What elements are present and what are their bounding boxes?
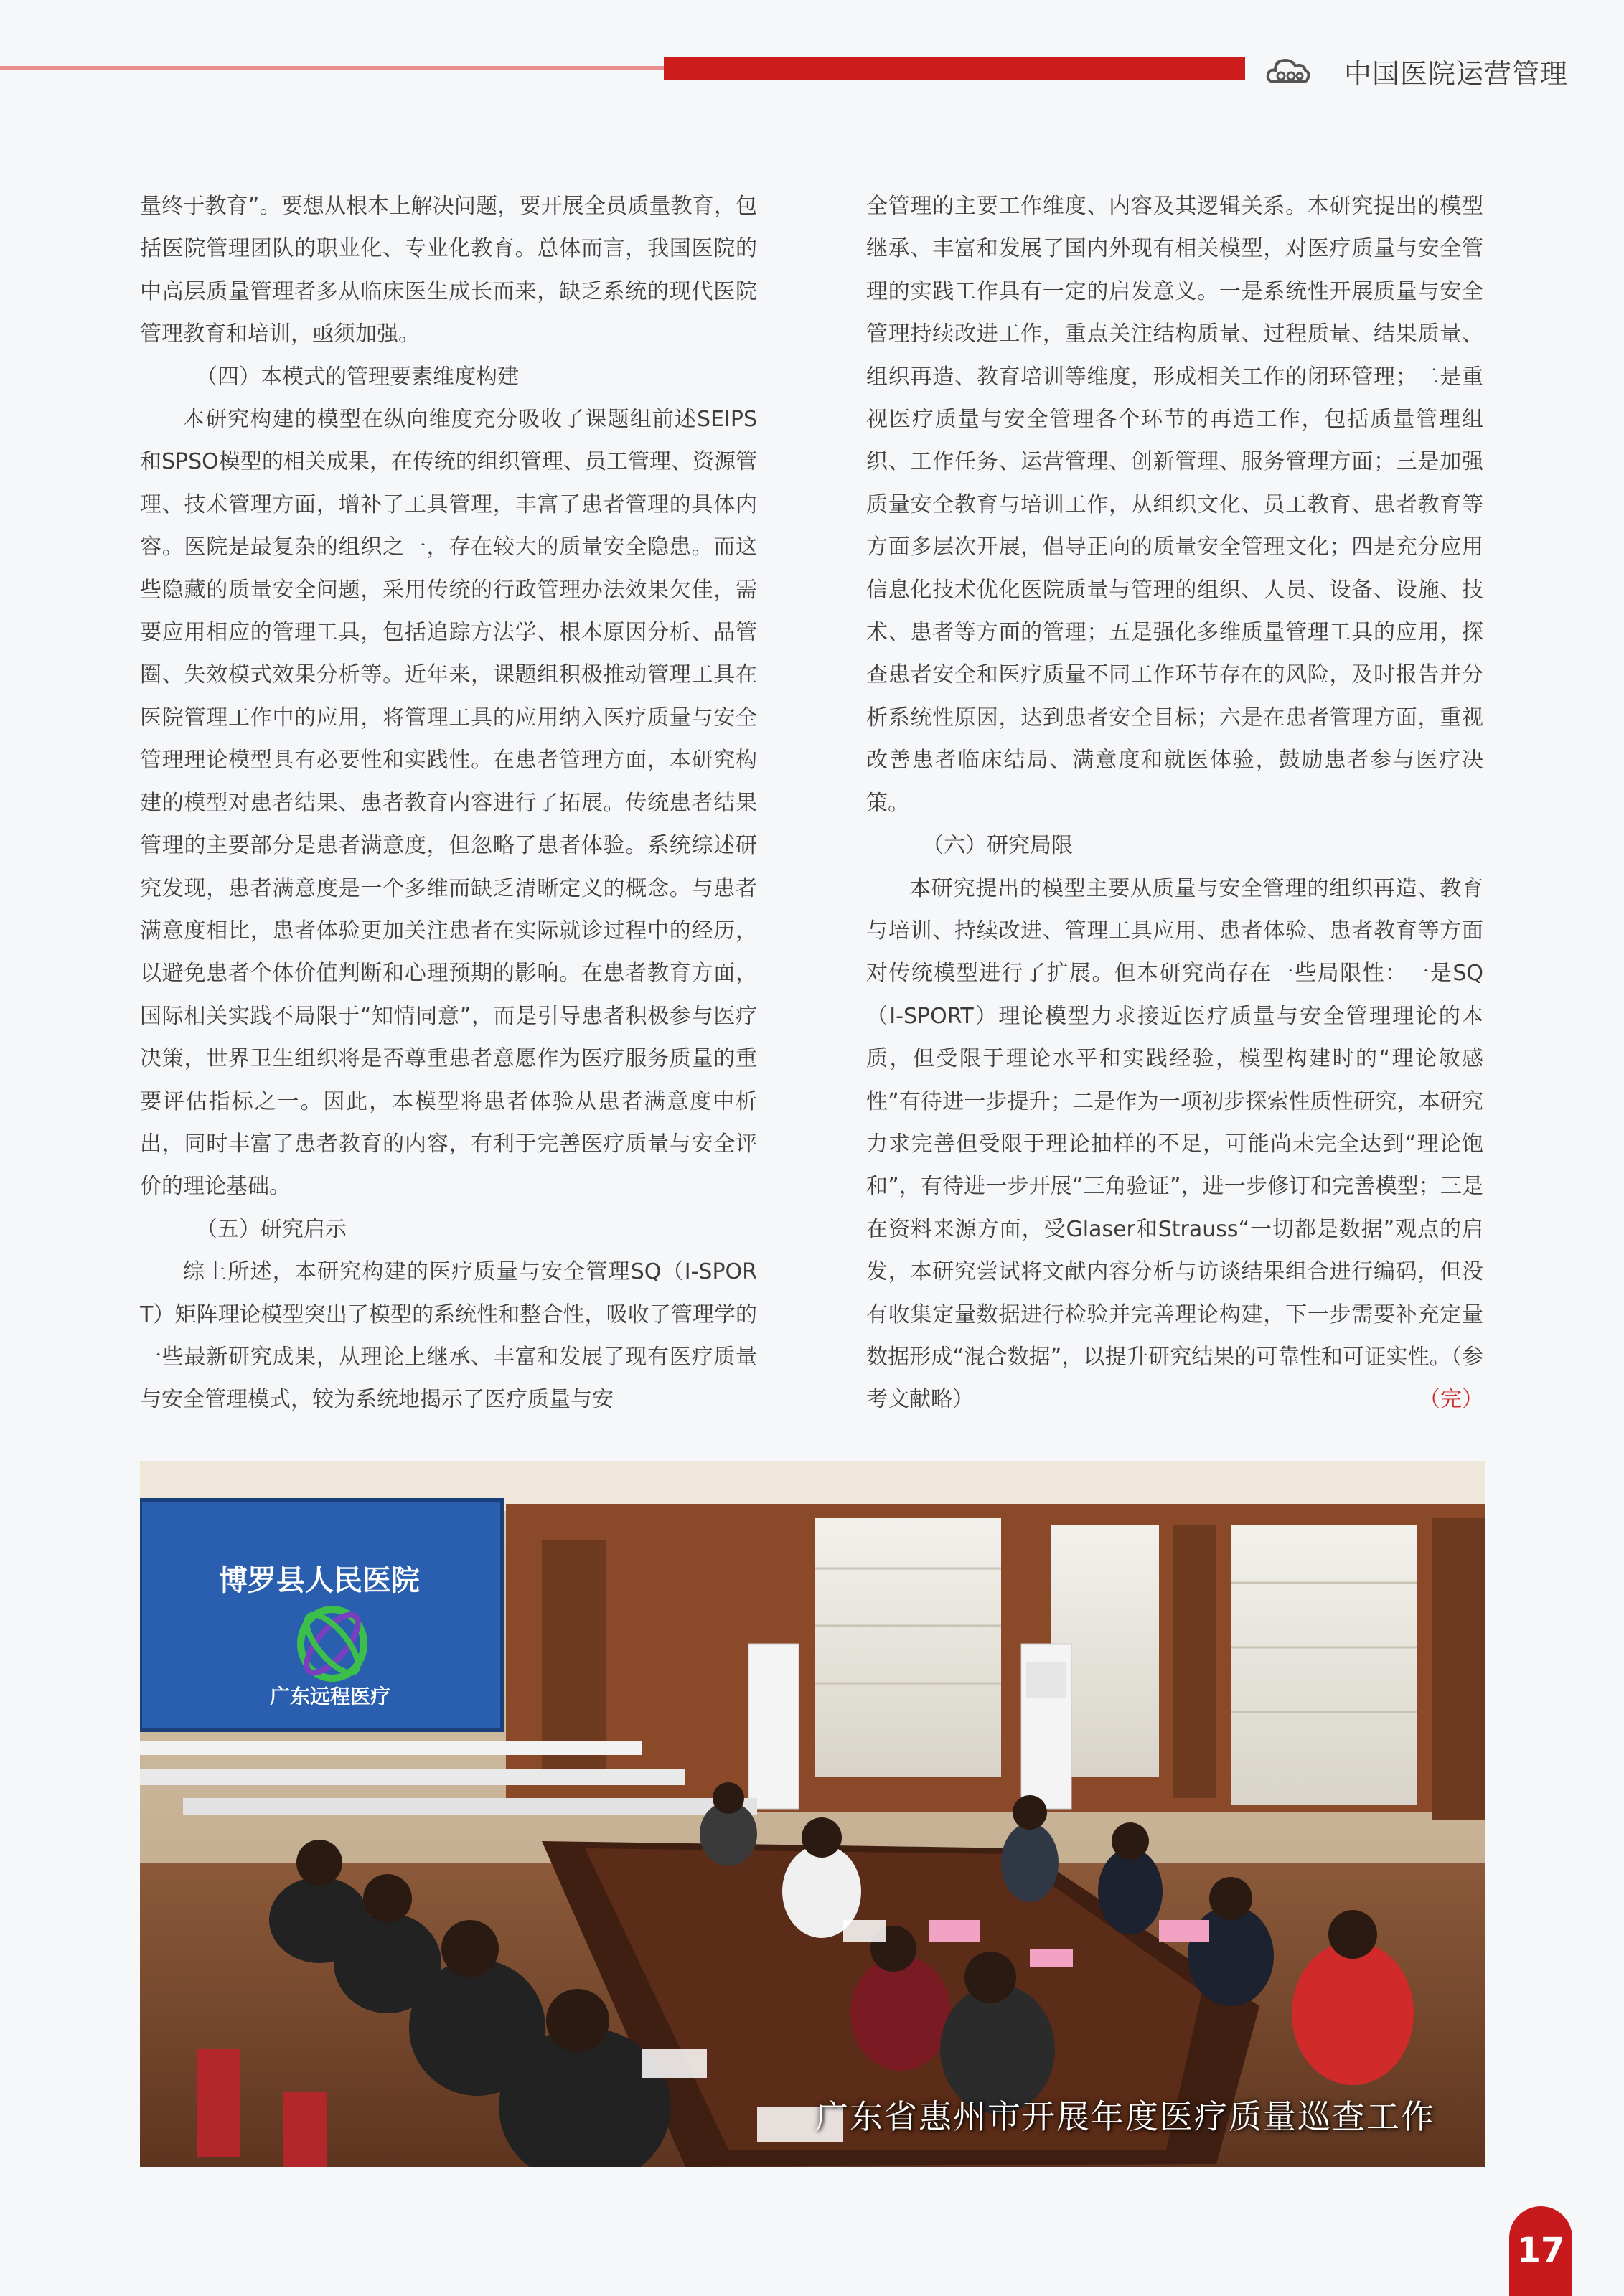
meeting-scene-image: [140, 1461, 1485, 2167]
paragraph-text: 本研究提出的模型主要从质量与安全管理的组织再造、教育与培训、持续改进、管理工具应用、患者体验、患者教育等方面对传统模型进行了扩展。但本研究尚存在一些局限性：一是SQ（I-SPORT）理论模型力求接近医疗质量与安全管理理论的本质，但受限于理论水平和实践经验，模型构建时的“理论敏感性”有待进一步提升；二是作为一项初步探索性质性研究，本研究力求完善但受限于理论抽样的不足，可能尚未完全达到“理论饱和”，有待进一步开展“三角验证”，进一步修订和完善模型；三是在资料来源方面，受Glaser和Strauss“一切都是数据”观点的启发，本研究尝试将文献内容分析与访谈结果组合进行编码，但没有收集定量数据进行检验并完善理论构建，下一步需要补充定量数据形成“混合数据”，以提升研究结果的可靠性和可证实性。（参考文献略）: [866, 875, 1483, 1413]
banner-hospital-name: 博罗县人民医院: [219, 1564, 420, 1597]
paragraph: 全管理的主要工作维度、内容及其逻辑关系。本研究提出的模型继承、丰富和发展了国内外现有相关模型，对医疗质量与安全管理的实践工作具有一定的启发意义。一是系统性开展质量与安全管理持续改进工作，重点关注结构质量、过程质量、结果质量、组织再造、教育培训等维度，形成相关工作的闭环管理；二是重视医疗质量与安全管理各个环节的再造工作，包括质量管理组织、工作任务、运营管理、创新管理、服务管理方面；三是加强质量安全教育与培训工作，从组织文化、员工教育、患者教育等方面多层次开展，倡导正向的质量安全管理文化；四是充分应用信息化技术优化医院质量与管理的组织、人员、设备、设施、技术、患者等方面的管理；五是强化多维质量管理工具的应用，探查患者安全和医疗质量不同工作环节存在的风险，及时报告并分析系统性原因，达到患者安全目标；六是在患者管理方面，重视改善患者临床结局、满意度和就医体验，鼓励患者参与医疗决策。: [866, 194, 1483, 816]
section-heading: （四）本模式的管理要素维度构建: [196, 364, 519, 390]
journal-title: 中国医院运营管理: [1344, 58, 1569, 90]
page-number: 17: [1509, 2206, 1572, 2296]
paragraph: 本研究构建的模型在纵向维度充分吸收了课题组前述SEIPS和SPSO模型的相关成果，在传统的组织管理、员工管理、资源管理、技术管理方面，增补了工具管理，丰富了患者管理的具体内容。医院是最复杂的组织之一，存在较大的质量安全隐患。而这些隐藏的质量安全问题，采用传统的行政管理办法效果欠佳，需要应用相应的管理工具，包括追踪方法学、根本原因分析、品管圈、失效模式效果分析等。近年来，课题组积极推动管理工具在医院管理工作中的应用，将管理工具的应用纳入医疗质量与安全管理理论模型具有必要性和实践性。在患者管理方面，本研究构建的模型对患者结果、患者教育内容进行了拓展。传统患者结果管理的主要部分是患者满意度，但忽略了患者体验。系统综述研究发现，患者满意度是一个多维而缺乏清晰定义的概念。与患者满意度相比，患者体验更加关注患者在实际就诊过程中的经历，以避免患者个体价值判断和心理预期的影响。在患者教育方面，国际相关实践不局限于“知情同意”，而是引导患者积极参与医疗决策，世界卫生组织将是否尊重患者意愿作为医疗服务质量的重要评估指标之一。因此，本模型将患者体验从患者满意度中析出，同时丰富了患者教育的内容，有利于完善医疗质量与安全评价的理论基础。: [140, 407, 757, 1200]
header-thin-line: [0, 66, 675, 70]
photo-caption: 广东省惠州市开展年度医疗质量巡查工作: [815, 2097, 1435, 2136]
end-mark: （完）: [1419, 1387, 1483, 1413]
right-text-column: [866, 185, 1483, 1421]
cloud-logo-icon: [1265, 53, 1311, 86]
left-text-column: [140, 185, 757, 1421]
paragraph: 综上所述，本研究构建的医疗质量与安全管理SQ（I-SPORT）矩阵理论模型突出了模型的系统性和整合性，吸收了管理学的一些最新研究成果，从理论上继承、丰富和发展了现有医疗质量与安全管理模式，较为系统地揭示了医疗质量与安: [140, 1259, 757, 1413]
meeting-photo: [140, 1461, 1485, 2167]
paragraph: [866, 867, 1483, 1421]
header-red-bar: [664, 57, 1245, 80]
paragraph: 量终于教育”。要想从根本上解决问题，要开展全员质量教育，包括医院管理团队的职业化、专业化教育。总体而言，我国医院的中高层质量管理者多从临床医生成长而来，缺乏系统的现代医院管理教育和培训，亟须加强。: [140, 194, 757, 347]
banner-subtitle: 广东远程医疗: [269, 1685, 391, 1708]
section-heading: （五）研究启示: [196, 1216, 347, 1242]
section-heading: （六）研究局限: [922, 833, 1073, 859]
